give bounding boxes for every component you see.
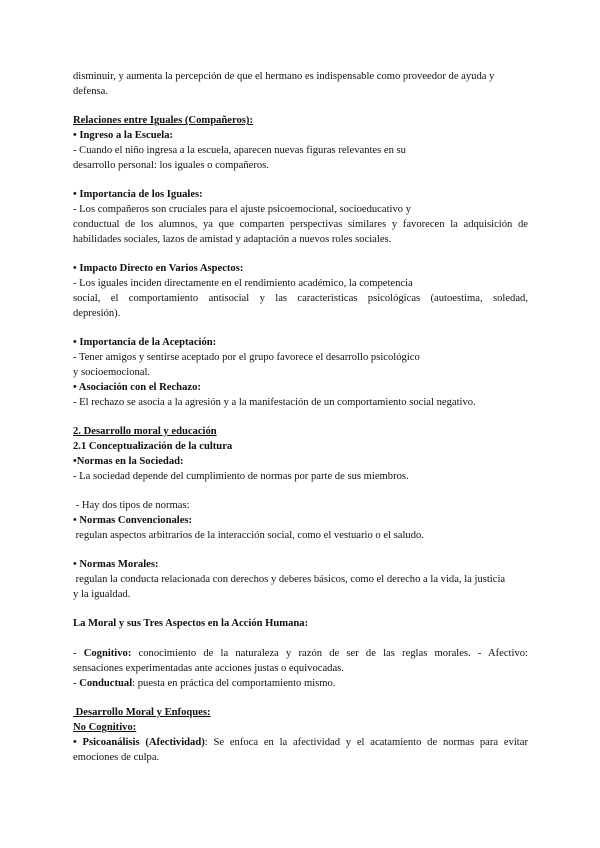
moral-norms-line-2: y la igualdad. [73,588,131,600]
behavioral-text: : puesta en práctica del comportamiento mismo. [132,677,336,689]
school-line-1: - Cuando el niño ingresa a la escuela, aparecen nuevas figuras relevantes en su [73,144,406,156]
cognitive-line-1 [73,647,528,662]
acceptance-line-1: - Tener amigos y sentirse aceptado por el grupo favorece el desarrollo psicológico [73,352,420,364]
intro-line-2: defensa. [73,85,108,97]
document-page [73,70,528,765]
norms-title [73,455,528,470]
types-line: - Hay dos tipos de normas: [73,500,190,512]
psycho-text: : Se enfoca en la afectividad y el acatamiento de normas para evitar [204,736,528,748]
school-title-text: Ingreso a la Escuela: [79,130,174,142]
norms-title-text: Normas en la Sociedad: [76,455,184,467]
aspects-heading: La Moral y sus Tres Aspectos en la Acción Humana: [73,618,309,630]
cognitive-text: conocimiento de la naturaleza y razón de ser de las reglas morales. - Afectivo: [131,648,528,660]
rejection-line-1: - El rechazo se asocia a la agresión y a la manifestación de un comportamiento social negativo. [73,396,476,408]
impact-title-text: Impacto Directo en Varios Aspectos: [79,263,244,275]
moral-subheading: 2.1 Conceptualización de la cultura [73,440,233,452]
bullet: • [73,263,77,275]
conventional-title [73,514,528,529]
behavioral-label: Conductual [79,677,133,689]
moral-heading: 2. Desarrollo moral y educación [73,426,217,438]
acceptance-title [73,336,528,351]
impact-line-3: depresión). [73,307,121,319]
bullet: • [73,736,77,748]
psycho-line-2: emociones de culpa. [73,751,160,763]
school-title [73,129,528,144]
rejection-title [73,381,528,396]
bullet: • [73,514,77,526]
non-cognitive-heading: No Cognitivo: [73,722,137,734]
importance-title-text: Importancia de los Iguales: [79,189,203,201]
impact-line-2: social, el comportamiento antisocial y las características psicológicas (autoestima, soledad, [73,292,528,304]
moral-norms-line-1: regulan la conducta relacionada con derechos y deberes básicos, como el derecho a la vida, la justicia [73,574,506,586]
bullet: • [73,559,77,571]
bullet: • [73,337,77,349]
importance-line-2: conductual de los alumnos, ya que comparten perspectivas similares y favorecen la adquisición de [73,218,528,230]
impact-line-1: - Los iguales inciden directamente en el rendimiento académico, la competencia [73,278,413,290]
moral-norms-title [73,558,528,573]
acceptance-title-text: Importancia de la Aceptación: [79,337,217,349]
cognitive-prefix: - [73,648,84,660]
psycho-label: Psicoanálisis (Afectividad) [82,736,205,748]
cognitive-label: Cognitivo: [83,648,132,660]
behavioral-line [73,677,528,692]
impact-title [73,262,528,277]
importance-line-1: - Los compañeros son cruciales para el ajuste psicoemocional, socioeducativo y [73,204,412,216]
bullet: • [73,189,77,201]
bullet: • [73,381,77,393]
importance-title [73,188,528,203]
intro-line-1: disminuir, y aumenta la percepción de que el hermano es indispensable como proveedor de ayuda y [73,71,495,82]
school-line-2: desarrollo personal: los iguales o compañeros. [73,159,269,171]
norms-line: - La sociedad depende del cumplimiento de normas por parte de sus miembros. [73,470,409,482]
approaches-heading: Desarrollo Moral y Enfoques: [73,707,211,719]
conventional-title-text: Normas Convencionales: [79,514,193,526]
bullet: • [73,455,77,467]
cognitive-line-2: sensaciones experimentadas ante acciones justas o equivocadas. [73,662,344,674]
acceptance-line-2: y socioemocional. [73,366,151,378]
moral-norms-title-text: Normas Morales: [79,559,159,571]
peers-heading: Relaciones entre Iguales (Compañeros): [73,115,253,127]
conventional-line: regulan aspectos arbitrarios de la interacción social, como el vestuario o el saludo. [73,529,424,541]
behavioral-prefix: - [73,677,80,689]
rejection-title-text: Asociación con el Rechazo: [78,381,201,393]
importance-line-3: habilidades sociales, lazos de amistad y adaptación a nuevos roles sociales. [73,233,392,245]
bullet: • [73,130,77,142]
psycho-line-1 [73,736,528,751]
